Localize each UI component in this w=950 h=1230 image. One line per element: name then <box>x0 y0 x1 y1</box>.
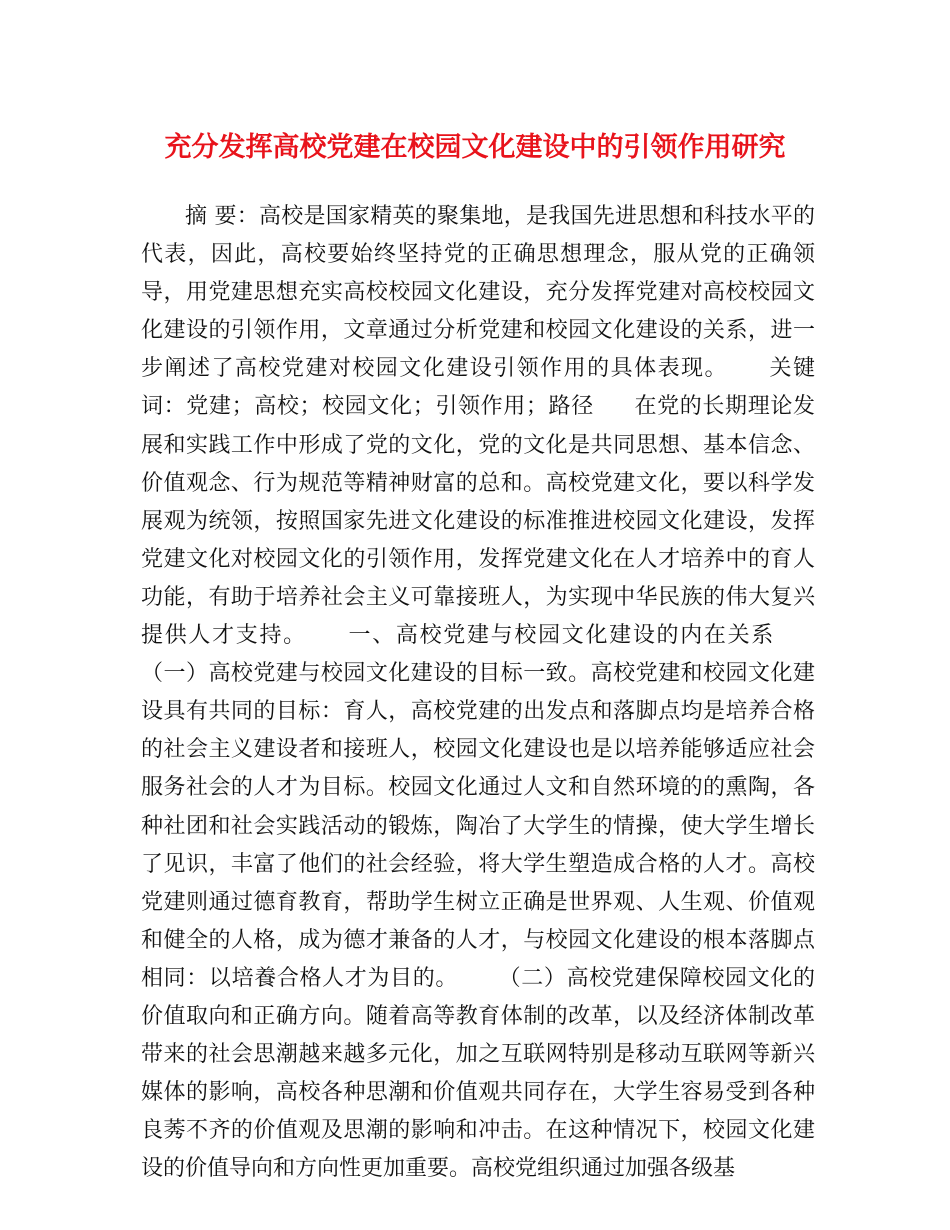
intro-text: 在党的长期理论发展和实践工作中形成了党的文化，党的文化是共同思想、基本信念、价值观念、行为规范等精神财富的总和。高校党建文化，要以科学发展观为统领，按照国家先进文化建设的标准推进校园文化建设，发挥党建文化对校园文化的引领作用，发挥党建文化在人才培养中的育人功能，有助于培养社会主义可靠接班人，为实现中华民族的伟大复兴提供人才支持。 <box>141 394 815 649</box>
subsection-2-text: （二）高校党建保障校园文化的价值取向和正确方向。随着高等教育体制的改革，以及经济体制改革带来的社会思潮越来越多元化，加之互联网特别是移动互联网等新兴媒体的影响，高校各种思潮和价值观共同存在，大学生容易受到各种良莠不齐的价值观及思潮的影响和冲击。在这种情况下，校园文化建设的价值导向和方向性更加重要。高校党组织通过加强各级基 <box>141 965 815 1182</box>
document-title: 充分发挥高校党建在校园文化建设中的引领作用研究 <box>164 132 786 163</box>
subsection-1-text: （一）高校党建与校园文化建设的目标一致。高校党建和校园文化建设具有共同的目标：育人，高校党建的出发点和落脚点均是培养合格的社会主义建设者和接班人，校园文化建设也是以培养能够适应社会服务社会的人才为目标。校园文化通过人文和自然环境的的熏陶，各种社团和社会实践活动的锻炼，陶冶了大学生的情操，使大学生增长了见识，丰富了他们的社会经验，将大学生塑造成合格的人才。高校党建则通过德育教育，帮助学生树立正确是世界观、人生观、价值观和健全的人格，成为德才兼备的人才，与校园文化建设的根本落脚点相同：以培養合格人才为目的。 <box>141 661 815 991</box>
section-heading-1: 一、高校党建与校园文化建设的内在关系 <box>346 623 775 649</box>
body-paragraph <box>141 198 815 1188</box>
keywords-text: 关键词：党建；高校；校园文化；引领作用；路径 <box>141 356 815 420</box>
abstract-text: 摘 要：高校是国家精英的聚集地，是我国先进思想和科技水平的代表，因此，高校要始终坚持党的正确思想理念，服从党的正确领导，用党建思想充实高校校园文化建设，充分发挥党建对高校校园文化建设的引领作用，文章通过分析党建和校园文化建设的关系，进一步阐述了高校党建对校园文化建设引领作用的具体表现。 <box>141 204 815 382</box>
